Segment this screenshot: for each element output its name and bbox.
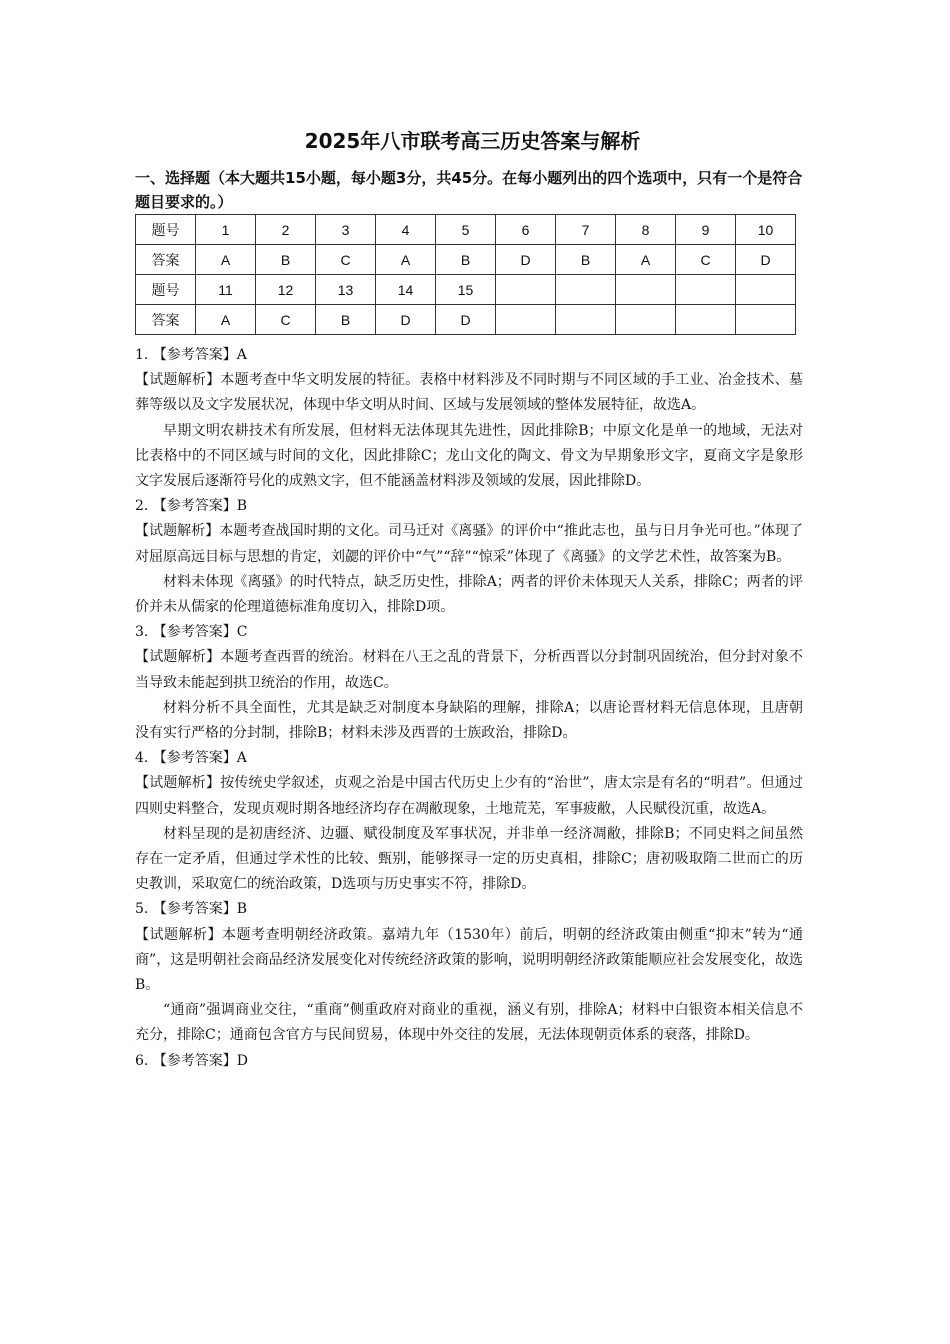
table-cell (616, 275, 676, 305)
table-cell: A (196, 245, 256, 275)
table-cell (736, 305, 796, 335)
table-cell: 7 (556, 215, 616, 245)
table-cell (496, 275, 556, 305)
reference-answer: 6. 【参考答案】D (135, 1052, 249, 1069)
table-cell: 11 (196, 275, 256, 305)
table-cell: B (256, 245, 316, 275)
table-cell: C (316, 245, 376, 275)
page-title: 2025年八市联考高三历史答案与解析 (304, 129, 641, 153)
table-cell: 6 (496, 215, 556, 245)
table-cell: D (496, 245, 556, 275)
explanations (135, 343, 803, 1074)
reference-answer: 5. 【参考答案】B (135, 901, 248, 918)
reference-answer: 2. 【参考答案】B (135, 498, 248, 515)
table-cell (556, 305, 616, 335)
table-row-label: 答案 (136, 305, 196, 335)
explanation-paragraph: 【试题解析】本题考查战国时期的文化。司马迁对《离骚》的评价中“推此志也，虽与日月争光可也。”体现了对屈原高远目标与思想的肯定，刘勰的评价中“气”“辞”“惊采”体现了《离骚》的文学艺术性，故答案为B。 (135, 523, 803, 565)
reference-answer: 3. 【参考答案】C (135, 624, 248, 641)
table-cell: D (436, 305, 496, 335)
explanation-paragraph: 【试题解析】本题考查西晋的统治。材料在八王之乱的背景下，分析西晋以分封制巩固统治，但分封对象不当导致未能起到拱卫统治的作用，故选C。 (135, 649, 803, 691)
explanation-paragraph: 材料未体现《离骚》的时代特点，缺乏历史性，排除A；两者的评价未体现天人关系，排除C；两者的评价并未从儒家的伦理道德标准角度切入，排除D项。 (135, 573, 803, 616)
explanation-paragraph: 【试题解析】按传统史学叙述，贞观之治是中国古代历史上少有的“治世”，唐太宗是有名的“明君”。但通过四则史料整合，发现贞观时期各地经济均存在凋敝现象，土地荒芜，军事疲敝，人民赋役沉重，故选A。 (135, 775, 803, 817)
table-row (136, 275, 796, 305)
table-row-label: 题号 (136, 215, 196, 245)
explanation-paragraph: 材料呈现的是初唐经济、边疆、赋役制度及军事状况，并非单一经济凋敝，排除B；不同史料之间虽然存在一定矛盾，但通过学术性的比较、甄别，能够探寻一定的历史真相，排除C；唐初吸取隋二世而亡的历史教训，采取宽仁的统治政策，D选项与历史事实不符，排除D。 (135, 825, 803, 893)
explanation-paragraph: 【试题解析】本题考查明朝经济政策。嘉靖九年（1530年）前后，明朝的经济政策由侧重“抑末”转为“通商”，这是明朝社会商品经济发展变化对传统经济政策的影响，说明明朝经济政策能顺应社会发展变化，故选B。 (135, 926, 803, 994)
table-cell: 9 (676, 215, 736, 245)
table-cell: B (436, 245, 496, 275)
table-row-label: 答案 (136, 245, 196, 275)
table-cell: C (256, 305, 316, 335)
table-cell (676, 305, 736, 335)
explanation-paragraph: “通商”强调商业交往，“重商”侧重政府对商业的重视，涵义有别，排除A；材料中白银资本相关信息不充分，排除C；通商包含官方与民间贸易，体现中外交往的发展，无法体现朝贡体系的衰落，排除D。 (135, 1002, 803, 1044)
table-cell: 3 (316, 215, 376, 245)
section-heading: 一、选择题（本大题共15小题，每小题3分，共45分。在每小题列出的四个选项中，只有一个是符合题目要求的。） (135, 169, 803, 211)
table-row (136, 305, 796, 335)
answer-table (135, 214, 796, 335)
table-cell (556, 275, 616, 305)
table-cell: B (556, 245, 616, 275)
table-cell (496, 305, 556, 335)
table-cell: 1 (196, 215, 256, 245)
table-cell: 10 (736, 215, 796, 245)
table-cell: 2 (256, 215, 316, 245)
table-cell: 15 (436, 275, 496, 305)
table-cell: 12 (256, 275, 316, 305)
table-cell: 13 (316, 275, 376, 305)
table-row (136, 215, 796, 245)
table-cell (676, 275, 736, 305)
explanation-paragraph: 早期文明农耕技术有所发展，但材料无法体现其先进性，因此排除B；中原文化是单一的地域，无法对比表格中的不同区域与时间的文化，因此排除C；龙山文化的陶文、骨文为早期象形文字，夏商文字是象形文字发展后逐渐符号化的成熟文字，但不能涵盖材料涉及领域的发展，因此排除D。 (135, 422, 803, 490)
table-cell: A (616, 245, 676, 275)
explanation-paragraph: 【试题解析】本题考查中华文明发展的特征。表格中材料涉及不同时期与不同区域的手工业、冶金技术、墓葬等级以及文字发展状况，体现中华文明从时间、区域与发展领域的整体发展特征，故选A。 (135, 372, 803, 414)
table-cell (616, 305, 676, 335)
table-cell: 8 (616, 215, 676, 245)
table-cell: D (736, 245, 796, 275)
table-cell: D (376, 305, 436, 335)
table-row (136, 245, 796, 275)
table-cell: C (676, 245, 736, 275)
table-cell: 14 (376, 275, 436, 305)
table-cell: B (316, 305, 376, 335)
table-cell: 5 (436, 215, 496, 245)
table-cell: A (196, 305, 256, 335)
table-row-label: 题号 (136, 275, 196, 305)
table-cell (736, 275, 796, 305)
explanation-paragraph: 材料分析不具全面性，尤其是缺乏对制度本身缺陷的理解，排除A；以唐论晋材料无信息体现，且唐朝没有实行严格的分封制，排除B；材料未涉及西晋的士族政治，排除D。 (135, 699, 803, 742)
reference-answer: 4. 【参考答案】A (135, 750, 247, 767)
reference-answer: 1. 【参考答案】A (135, 347, 247, 363)
table-cell: A (376, 245, 436, 275)
table-cell: 4 (376, 215, 436, 245)
